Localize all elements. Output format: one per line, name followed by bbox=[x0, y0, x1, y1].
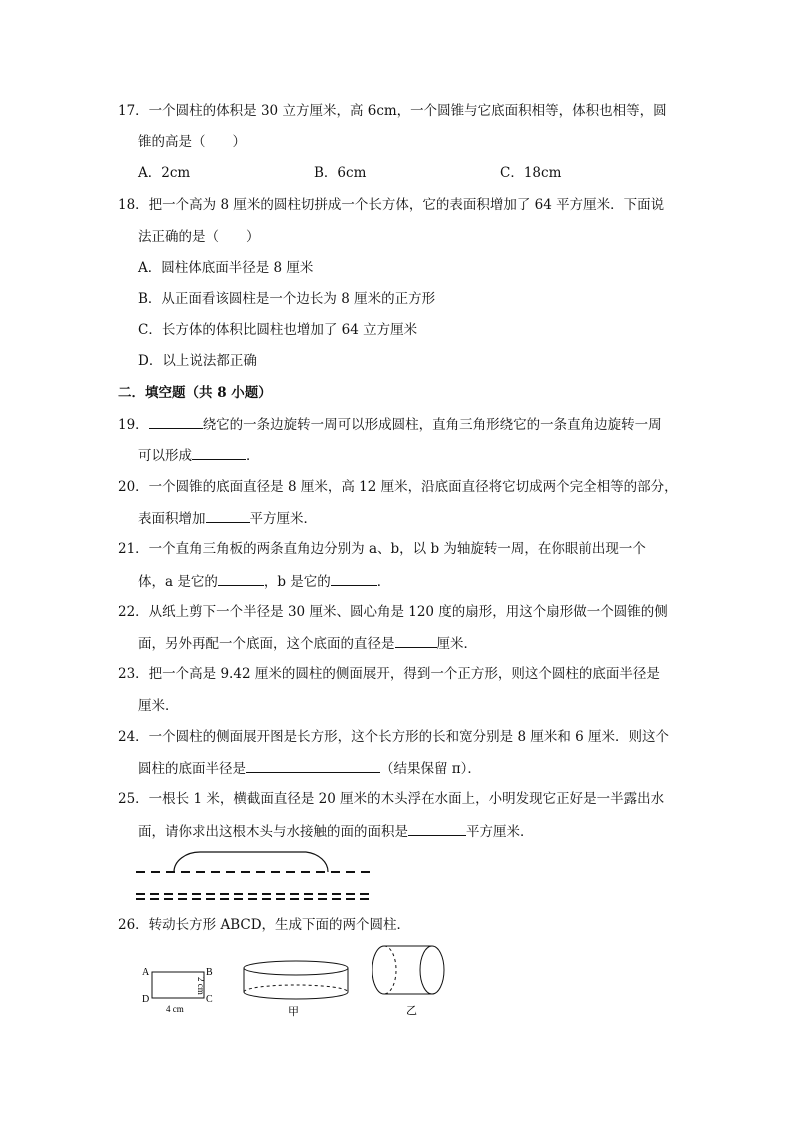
q21-line1: 21．一个直角三角板的两条直角边分别为 a、b，以 b 为轴旋转一周，在你眼前出现一个 bbox=[118, 541, 646, 557]
width-label: 4 cm bbox=[166, 1004, 184, 1014]
q20-line2 bbox=[138, 508, 317, 529]
answer-blank bbox=[206, 508, 250, 523]
q22-line2 bbox=[138, 633, 477, 654]
answer-blank bbox=[395, 633, 437, 648]
answer-blank bbox=[149, 414, 203, 429]
vertex-c-label: C bbox=[206, 994, 213, 1005]
vertex-d-label: D bbox=[142, 994, 150, 1005]
q25-line1: 25．一根长 1 米，横截面直径是 20 厘米的木头浮在水面上，小明发现它正好是一半露出水 bbox=[118, 791, 665, 807]
cylinder-yi-label: 乙 bbox=[406, 1005, 417, 1017]
section-heading: 二．填空题（共 8 小题） bbox=[118, 385, 272, 401]
q19-text2a: 可以形成 bbox=[138, 448, 192, 464]
q18-option-d: D．以上说法都正确 bbox=[138, 353, 257, 369]
q20-line2a: 表面积增加 bbox=[138, 511, 206, 527]
height-label: 2 cm bbox=[196, 977, 206, 995]
q17-option-b: B．6cm bbox=[314, 165, 367, 181]
vertex-b-label: B bbox=[206, 967, 213, 978]
q23-line2: 厘米． bbox=[138, 698, 179, 714]
q19-prefix: 19． bbox=[118, 417, 149, 433]
q24-line2b: （结果保留 π）． bbox=[380, 761, 481, 777]
q21-line2b: ，b 是它的 bbox=[263, 574, 331, 590]
q18-option-a: A．圆柱体底面半径是 8 厘米 bbox=[138, 260, 314, 276]
cylinder-yi-figure bbox=[372, 940, 452, 1018]
cylinder-jia-label: 甲 bbox=[288, 1006, 299, 1018]
rectangle-abcd-figure bbox=[140, 960, 220, 1016]
floating-log-figure bbox=[136, 848, 372, 902]
q24-line2 bbox=[138, 758, 481, 779]
q21-line2c: ． bbox=[376, 574, 391, 590]
q20-line2b: 平方厘米． bbox=[249, 511, 317, 527]
q19-text2b: ． bbox=[246, 448, 260, 464]
cylinder-yi-left-end-hidden bbox=[384, 946, 396, 994]
q21-line2 bbox=[138, 571, 390, 592]
answer-blank bbox=[218, 571, 264, 586]
q25-line2b: 平方厘米． bbox=[466, 824, 534, 840]
cylinder-jia-bottom-hidden bbox=[244, 985, 348, 992]
cylinder-jia-top bbox=[244, 961, 348, 975]
q22-line2a: 面，另外再配一个底面，这个底面的直径是 bbox=[138, 636, 395, 652]
log-outline bbox=[174, 852, 328, 872]
cylinder-yi-left-end bbox=[372, 946, 384, 994]
q25-line2a: 面，请你求出这根木头与水接触的面的面积是 bbox=[138, 824, 408, 840]
answer-blank bbox=[192, 445, 246, 460]
q19-line2 bbox=[138, 445, 260, 466]
q26-line1: 26．转动长方形 ABCD，生成下面的两个圆柱． bbox=[118, 917, 411, 933]
q18-line2: 法正确的是（ ） bbox=[138, 229, 260, 245]
q25-line2 bbox=[138, 821, 534, 842]
q24-line2a: 圆柱的底面半径是 bbox=[138, 761, 246, 777]
q20-line1: 20．一个圆锥的底面直径是 8 厘米，高 12 厘米，沿底面直径将它切成两个完全相等的部分， bbox=[118, 479, 678, 495]
q24-line1: 24．一个圆柱的侧面展开图是长方形，这个长方形的长和宽分别是 8 厘米和 6 厘米．则这个 bbox=[118, 729, 670, 745]
vertex-a-label: A bbox=[142, 967, 150, 978]
cylinder-jia-figure bbox=[240, 958, 356, 1018]
q18-line1: 18．把一个高为 8 厘米的圆柱切拼成一个长方体，它的表面积增加了 64 平方厘米．下面说 bbox=[118, 197, 665, 213]
answer-blank bbox=[246, 758, 380, 773]
answer-blank bbox=[408, 821, 466, 836]
q18-option-b: B．从正面看该圆柱是一个边长为 8 厘米的正方形 bbox=[138, 291, 436, 307]
q19-line1 bbox=[118, 414, 662, 435]
q19-text1: 绕它的一条边旋转一周可以形成圆柱，直角三角形绕它的一条直角边旋转一周 bbox=[202, 417, 662, 433]
q22-line1: 22．从纸上剪下一个半径是 30 厘米、圆心角是 120 度的扇形，用这个扇形做一个圆锥的侧 bbox=[118, 604, 668, 620]
q21-line2a: 体，a 是它的 bbox=[138, 574, 218, 590]
q23-line1: 23．把一个高是 9.42 厘米的圆柱的侧面展开，得到一个正方形，则这个圆柱的底面半径是 bbox=[118, 666, 660, 682]
cylinder-yi-right-end bbox=[420, 946, 444, 994]
q17-line2: 锥的高是（ ） bbox=[138, 134, 246, 150]
q18-option-c: C．长方体的体积比圆柱也增加了 64 立方厘米 bbox=[138, 322, 418, 338]
q17-option-c: C．18cm bbox=[500, 165, 562, 181]
q17-line1: 17．一个圆柱的体积是 30 立方厘米，高 6cm，一个圆锥与它底面积相等，体积也相等，圆 bbox=[118, 103, 667, 119]
q22-line2b: 厘米． bbox=[436, 636, 477, 652]
answer-blank bbox=[331, 571, 377, 586]
cylinder-jia-bottom bbox=[244, 992, 348, 999]
q17-option-a: A．2cm bbox=[138, 165, 191, 181]
